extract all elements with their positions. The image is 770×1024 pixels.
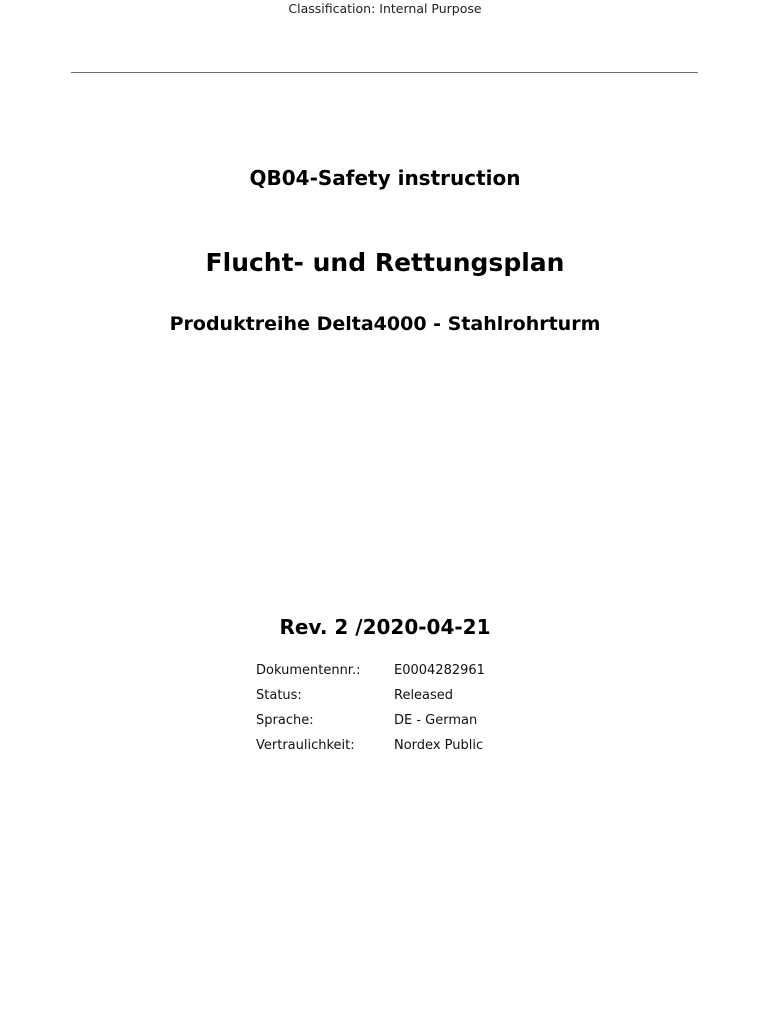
classification-label: Classification: Internal Purpose	[288, 1, 482, 16]
metadata-value: E0004282961	[394, 663, 485, 678]
document-subtitle: Produktreihe Delta4000 - Stahlrohrturm	[169, 313, 601, 335]
metadata-row-status	[256, 683, 485, 708]
metadata-row-confidentiality	[256, 733, 485, 758]
metadata-label: Sprache:	[256, 713, 314, 728]
metadata-row-language	[256, 708, 485, 733]
metadata-value: Released	[394, 688, 454, 703]
metadata-label: Vertraulichkeit:	[256, 738, 355, 753]
metadata-row-document-number	[256, 658, 485, 683]
metadata-label: Status:	[256, 688, 302, 703]
document-title: Flucht- und Rettungsplan	[205, 248, 565, 277]
header-divider	[71, 72, 698, 73]
document-type-heading: QB04-Safety instruction	[249, 166, 521, 190]
metadata-value: Nordex Public	[394, 738, 484, 753]
revision-heading: Rev. 2 /2020-04-21	[279, 615, 491, 639]
metadata-label: Dokumentennr.:	[256, 663, 361, 678]
metadata-table	[256, 658, 485, 758]
metadata-value: DE - German	[394, 713, 478, 728]
